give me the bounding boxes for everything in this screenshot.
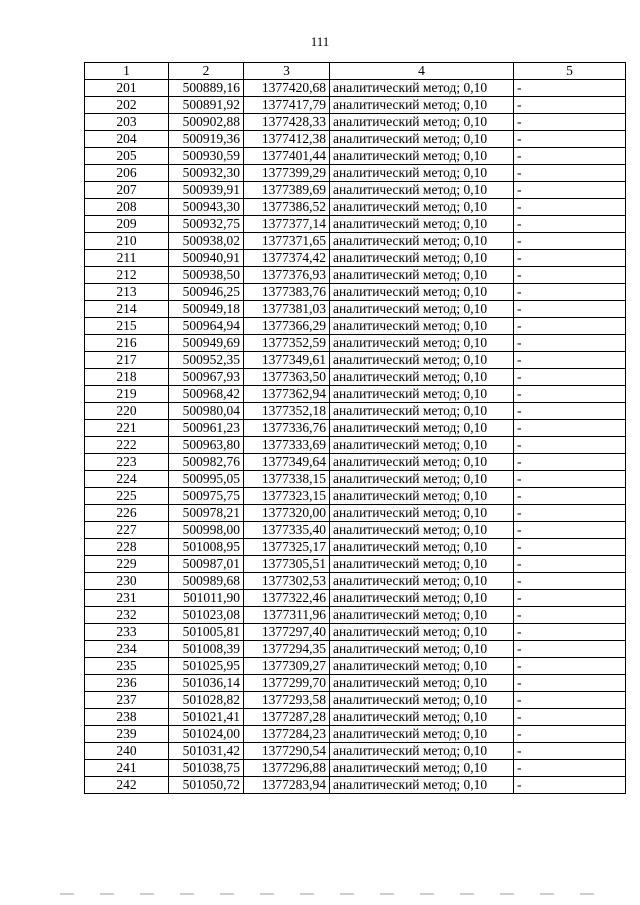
method-accuracy-cell: аналитический метод; 0,10 xyxy=(330,318,514,335)
method-accuracy-cell: аналитический метод; 0,10 xyxy=(330,97,514,114)
table-row xyxy=(85,454,626,471)
method-accuracy-cell: аналитический метод; 0,10 xyxy=(330,539,514,556)
method-accuracy-cell: аналитический метод; 0,10 xyxy=(330,165,514,182)
x-coordinate-cell: 500963,80 xyxy=(169,437,244,454)
description-cell: - xyxy=(514,131,626,148)
description-cell: - xyxy=(514,165,626,182)
method-accuracy-cell: аналитический метод; 0,10 xyxy=(330,607,514,624)
table-row xyxy=(85,692,626,709)
method-accuracy-cell: аналитический метод; 0,10 xyxy=(330,777,514,794)
method-accuracy-cell: аналитический метод; 0,10 xyxy=(330,658,514,675)
x-coordinate-cell: 500891,92 xyxy=(169,97,244,114)
table-row xyxy=(85,420,626,437)
table-row xyxy=(85,573,626,590)
point-number-cell: 241 xyxy=(85,760,169,777)
table-row xyxy=(85,777,626,794)
y-coordinate-cell: 1377352,18 xyxy=(244,403,330,420)
table-row xyxy=(85,556,626,573)
method-accuracy-cell: аналитический метод; 0,10 xyxy=(330,488,514,505)
x-coordinate-cell: 501024,00 xyxy=(169,726,244,743)
method-accuracy-cell: аналитический метод; 0,10 xyxy=(330,556,514,573)
point-number-cell: 210 xyxy=(85,233,169,250)
x-coordinate-cell: 500902,88 xyxy=(169,114,244,131)
table-row xyxy=(85,624,626,641)
description-cell: - xyxy=(514,250,626,267)
table-row xyxy=(85,284,626,301)
x-coordinate-cell: 501008,39 xyxy=(169,641,244,658)
description-cell: - xyxy=(514,97,626,114)
x-coordinate-cell: 500961,23 xyxy=(169,420,244,437)
point-number-cell: 215 xyxy=(85,318,169,335)
y-coordinate-cell: 1377420,68 xyxy=(244,80,330,97)
table-row xyxy=(85,726,626,743)
table-row xyxy=(85,607,626,624)
y-coordinate-cell: 1377376,93 xyxy=(244,267,330,284)
point-number-cell: 231 xyxy=(85,590,169,607)
x-coordinate-cell: 501050,72 xyxy=(169,777,244,794)
y-coordinate-cell: 1377309,27 xyxy=(244,658,330,675)
table-row xyxy=(85,97,626,114)
y-coordinate-cell: 1377294,35 xyxy=(244,641,330,658)
table-body xyxy=(85,80,626,794)
x-coordinate-cell: 500940,91 xyxy=(169,250,244,267)
y-coordinate-cell: 1377325,17 xyxy=(244,539,330,556)
description-cell: - xyxy=(514,556,626,573)
method-accuracy-cell: аналитический метод; 0,10 xyxy=(330,284,514,301)
method-accuracy-cell: аналитический метод; 0,10 xyxy=(330,233,514,250)
y-coordinate-cell: 1377371,65 xyxy=(244,233,330,250)
y-coordinate-cell: 1377352,59 xyxy=(244,335,330,352)
table-row xyxy=(85,488,626,505)
table-row xyxy=(85,658,626,675)
description-cell: - xyxy=(514,624,626,641)
table-row xyxy=(85,216,626,233)
description-cell: - xyxy=(514,709,626,726)
y-coordinate-cell: 1377401,44 xyxy=(244,148,330,165)
table-row xyxy=(85,233,626,250)
method-accuracy-cell: аналитический метод; 0,10 xyxy=(330,624,514,641)
x-coordinate-cell: 501021,41 xyxy=(169,709,244,726)
description-cell: - xyxy=(514,675,626,692)
table-row xyxy=(85,403,626,420)
method-accuracy-cell: аналитический метод; 0,10 xyxy=(330,131,514,148)
method-accuracy-cell: аналитический метод; 0,10 xyxy=(330,522,514,539)
y-coordinate-cell: 1377284,23 xyxy=(244,726,330,743)
table-row xyxy=(85,471,626,488)
x-coordinate-cell: 500939,91 xyxy=(169,182,244,199)
table-row xyxy=(85,505,626,522)
x-coordinate-cell: 500932,75 xyxy=(169,216,244,233)
x-coordinate-cell: 500964,94 xyxy=(169,318,244,335)
y-coordinate-cell: 1377377,14 xyxy=(244,216,330,233)
method-accuracy-cell: аналитический метод; 0,10 xyxy=(330,437,514,454)
x-coordinate-cell: 500995,05 xyxy=(169,471,244,488)
description-cell: - xyxy=(514,199,626,216)
table-row xyxy=(85,386,626,403)
description-cell: - xyxy=(514,505,626,522)
y-coordinate-cell: 1377290,54 xyxy=(244,743,330,760)
y-coordinate-cell: 1377389,69 xyxy=(244,182,330,199)
table-row xyxy=(85,182,626,199)
description-cell: - xyxy=(514,284,626,301)
point-number-cell: 234 xyxy=(85,641,169,658)
point-number-cell: 208 xyxy=(85,199,169,216)
description-cell: - xyxy=(514,590,626,607)
method-accuracy-cell: аналитический метод; 0,10 xyxy=(330,301,514,318)
x-coordinate-cell: 501031,42 xyxy=(169,743,244,760)
description-cell: - xyxy=(514,573,626,590)
table-row xyxy=(85,369,626,386)
description-cell: - xyxy=(514,726,626,743)
table-row xyxy=(85,165,626,182)
description-cell: - xyxy=(514,641,626,658)
method-accuracy-cell: аналитический метод; 0,10 xyxy=(330,709,514,726)
x-coordinate-cell: 500967,93 xyxy=(169,369,244,386)
point-number-cell: 216 xyxy=(85,335,169,352)
y-coordinate-cell: 1377302,53 xyxy=(244,573,330,590)
method-accuracy-cell: аналитический метод; 0,10 xyxy=(330,760,514,777)
x-coordinate-cell: 500930,59 xyxy=(169,148,244,165)
method-accuracy-cell: аналитический метод; 0,10 xyxy=(330,148,514,165)
x-coordinate-cell: 500932,30 xyxy=(169,165,244,182)
x-coordinate-cell: 501036,14 xyxy=(169,675,244,692)
point-number-cell: 212 xyxy=(85,267,169,284)
table-row xyxy=(85,114,626,131)
y-coordinate-cell: 1377363,50 xyxy=(244,369,330,386)
header-row xyxy=(85,63,626,80)
table-row xyxy=(85,267,626,284)
column-header-3: 3 xyxy=(244,63,330,80)
y-coordinate-cell: 1377338,15 xyxy=(244,471,330,488)
point-number-cell: 201 xyxy=(85,80,169,97)
y-coordinate-cell: 1377374,42 xyxy=(244,250,330,267)
column-header-5: 5 xyxy=(514,63,626,80)
description-cell: - xyxy=(514,114,626,131)
x-coordinate-cell: 500943,30 xyxy=(169,199,244,216)
method-accuracy-cell: аналитический метод; 0,10 xyxy=(330,369,514,386)
y-coordinate-cell: 1377417,79 xyxy=(244,97,330,114)
point-number-cell: 202 xyxy=(85,97,169,114)
x-coordinate-cell: 500949,69 xyxy=(169,335,244,352)
point-number-cell: 219 xyxy=(85,386,169,403)
description-cell: - xyxy=(514,454,626,471)
point-number-cell: 203 xyxy=(85,114,169,131)
x-coordinate-cell: 500978,21 xyxy=(169,505,244,522)
table-row xyxy=(85,437,626,454)
description-cell: - xyxy=(514,318,626,335)
method-accuracy-cell: аналитический метод; 0,10 xyxy=(330,335,514,352)
description-cell: - xyxy=(514,658,626,675)
point-number-cell: 226 xyxy=(85,505,169,522)
point-number-cell: 211 xyxy=(85,250,169,267)
point-number-cell: 228 xyxy=(85,539,169,556)
method-accuracy-cell: аналитический метод; 0,10 xyxy=(330,573,514,590)
method-accuracy-cell: аналитический метод; 0,10 xyxy=(330,352,514,369)
column-header-1: 1 xyxy=(85,63,169,80)
y-coordinate-cell: 1377335,40 xyxy=(244,522,330,539)
coordinates-table xyxy=(84,62,626,794)
y-coordinate-cell: 1377412,38 xyxy=(244,131,330,148)
page-number: 111 xyxy=(310,34,330,49)
column-header-4: 4 xyxy=(330,63,514,80)
x-coordinate-cell: 500987,01 xyxy=(169,556,244,573)
point-number-cell: 217 xyxy=(85,352,169,369)
point-number-cell: 237 xyxy=(85,692,169,709)
point-number-cell: 206 xyxy=(85,165,169,182)
y-coordinate-cell: 1377386,52 xyxy=(244,199,330,216)
y-coordinate-cell: 1377287,28 xyxy=(244,709,330,726)
method-accuracy-cell: аналитический метод; 0,10 xyxy=(330,114,514,131)
description-cell: - xyxy=(514,386,626,403)
point-number-cell: 240 xyxy=(85,743,169,760)
method-accuracy-cell: аналитический метод; 0,10 xyxy=(330,403,514,420)
table-row xyxy=(85,148,626,165)
method-accuracy-cell: аналитический метод; 0,10 xyxy=(330,386,514,403)
point-number-cell: 207 xyxy=(85,182,169,199)
table-row xyxy=(85,641,626,658)
description-cell: - xyxy=(514,369,626,386)
point-number-cell: 224 xyxy=(85,471,169,488)
description-cell: - xyxy=(514,522,626,539)
y-coordinate-cell: 1377333,69 xyxy=(244,437,330,454)
y-coordinate-cell: 1377299,70 xyxy=(244,675,330,692)
method-accuracy-cell: аналитический метод; 0,10 xyxy=(330,505,514,522)
description-cell: - xyxy=(514,692,626,709)
description-cell: - xyxy=(514,267,626,284)
method-accuracy-cell: аналитический метод; 0,10 xyxy=(330,420,514,437)
x-coordinate-cell: 501023,08 xyxy=(169,607,244,624)
point-number-cell: 205 xyxy=(85,148,169,165)
point-number-cell: 221 xyxy=(85,420,169,437)
y-coordinate-cell: 1377305,51 xyxy=(244,556,330,573)
point-number-cell: 225 xyxy=(85,488,169,505)
x-coordinate-cell: 501008,95 xyxy=(169,539,244,556)
y-coordinate-cell: 1377297,40 xyxy=(244,624,330,641)
x-coordinate-cell: 500889,16 xyxy=(169,80,244,97)
point-number-cell: 213 xyxy=(85,284,169,301)
description-cell: - xyxy=(514,216,626,233)
point-number-cell: 236 xyxy=(85,675,169,692)
point-number-cell: 223 xyxy=(85,454,169,471)
description-cell: - xyxy=(514,471,626,488)
method-accuracy-cell: аналитический метод; 0,10 xyxy=(330,743,514,760)
point-number-cell: 230 xyxy=(85,573,169,590)
description-cell: - xyxy=(514,301,626,318)
column-header-2: 2 xyxy=(169,63,244,80)
x-coordinate-cell: 501038,75 xyxy=(169,760,244,777)
method-accuracy-cell: аналитический метод; 0,10 xyxy=(330,216,514,233)
x-coordinate-cell: 500919,36 xyxy=(169,131,244,148)
method-accuracy-cell: аналитический метод; 0,10 xyxy=(330,80,514,97)
point-number-cell: 227 xyxy=(85,522,169,539)
table-row xyxy=(85,199,626,216)
x-coordinate-cell: 500980,04 xyxy=(169,403,244,420)
description-cell: - xyxy=(514,488,626,505)
table-row xyxy=(85,590,626,607)
x-coordinate-cell: 500949,18 xyxy=(169,301,244,318)
point-number-cell: 233 xyxy=(85,624,169,641)
method-accuracy-cell: аналитический метод; 0,10 xyxy=(330,182,514,199)
x-coordinate-cell: 500952,35 xyxy=(169,352,244,369)
y-coordinate-cell: 1377283,94 xyxy=(244,777,330,794)
description-cell: - xyxy=(514,760,626,777)
description-cell: - xyxy=(514,80,626,97)
y-coordinate-cell: 1377320,00 xyxy=(244,505,330,522)
point-number-cell: 238 xyxy=(85,709,169,726)
method-accuracy-cell: аналитический метод; 0,10 xyxy=(330,641,514,658)
method-accuracy-cell: аналитический метод; 0,10 xyxy=(330,267,514,284)
table-row xyxy=(85,318,626,335)
table-row xyxy=(85,709,626,726)
point-number-cell: 235 xyxy=(85,658,169,675)
description-cell: - xyxy=(514,777,626,794)
y-coordinate-cell: 1377362,94 xyxy=(244,386,330,403)
y-coordinate-cell: 1377349,64 xyxy=(244,454,330,471)
description-cell: - xyxy=(514,182,626,199)
table-row xyxy=(85,675,626,692)
description-cell: - xyxy=(514,352,626,369)
description-cell: - xyxy=(514,437,626,454)
y-coordinate-cell: 1377296,88 xyxy=(244,760,330,777)
method-accuracy-cell: аналитический метод; 0,10 xyxy=(330,250,514,267)
x-coordinate-cell: 500998,00 xyxy=(169,522,244,539)
y-coordinate-cell: 1377322,46 xyxy=(244,590,330,607)
method-accuracy-cell: аналитический метод; 0,10 xyxy=(330,199,514,216)
table-row xyxy=(85,80,626,97)
method-accuracy-cell: аналитический метод; 0,10 xyxy=(330,590,514,607)
table-row xyxy=(85,352,626,369)
scan-artifact xyxy=(60,893,600,895)
method-accuracy-cell: аналитический метод; 0,10 xyxy=(330,726,514,743)
point-number-cell: 242 xyxy=(85,777,169,794)
y-coordinate-cell: 1377399,29 xyxy=(244,165,330,182)
description-cell: - xyxy=(514,335,626,352)
x-coordinate-cell: 500946,25 xyxy=(169,284,244,301)
table-row xyxy=(85,335,626,352)
x-coordinate-cell: 500982,76 xyxy=(169,454,244,471)
y-coordinate-cell: 1377336,76 xyxy=(244,420,330,437)
description-cell: - xyxy=(514,743,626,760)
y-coordinate-cell: 1377323,15 xyxy=(244,488,330,505)
y-coordinate-cell: 1377428,33 xyxy=(244,114,330,131)
method-accuracy-cell: аналитический метод; 0,10 xyxy=(330,675,514,692)
table-header xyxy=(85,63,626,80)
y-coordinate-cell: 1377366,29 xyxy=(244,318,330,335)
description-cell: - xyxy=(514,148,626,165)
x-coordinate-cell: 501028,82 xyxy=(169,692,244,709)
x-coordinate-cell: 501011,90 xyxy=(169,590,244,607)
point-number-cell: 232 xyxy=(85,607,169,624)
table-row xyxy=(85,131,626,148)
x-coordinate-cell: 501005,81 xyxy=(169,624,244,641)
description-cell: - xyxy=(514,420,626,437)
y-coordinate-cell: 1377349,61 xyxy=(244,352,330,369)
table-row xyxy=(85,250,626,267)
table-row xyxy=(85,760,626,777)
y-coordinate-cell: 1377381,03 xyxy=(244,301,330,318)
x-coordinate-cell: 501025,95 xyxy=(169,658,244,675)
x-coordinate-cell: 500989,68 xyxy=(169,573,244,590)
description-cell: - xyxy=(514,233,626,250)
point-number-cell: 239 xyxy=(85,726,169,743)
method-accuracy-cell: аналитический метод; 0,10 xyxy=(330,454,514,471)
method-accuracy-cell: аналитический метод; 0,10 xyxy=(330,692,514,709)
point-number-cell: 229 xyxy=(85,556,169,573)
table-row xyxy=(85,522,626,539)
x-coordinate-cell: 500938,02 xyxy=(169,233,244,250)
point-number-cell: 218 xyxy=(85,369,169,386)
point-number-cell: 209 xyxy=(85,216,169,233)
table-row xyxy=(85,301,626,318)
method-accuracy-cell: аналитический метод; 0,10 xyxy=(330,471,514,488)
point-number-cell: 214 xyxy=(85,301,169,318)
description-cell: - xyxy=(514,607,626,624)
x-coordinate-cell: 500975,75 xyxy=(169,488,244,505)
y-coordinate-cell: 1377293,58 xyxy=(244,692,330,709)
y-coordinate-cell: 1377311,96 xyxy=(244,607,330,624)
description-cell: - xyxy=(514,539,626,556)
table-row xyxy=(85,539,626,556)
point-number-cell: 222 xyxy=(85,437,169,454)
y-coordinate-cell: 1377383,76 xyxy=(244,284,330,301)
x-coordinate-cell: 500968,42 xyxy=(169,386,244,403)
x-coordinate-cell: 500938,50 xyxy=(169,267,244,284)
table-row xyxy=(85,743,626,760)
description-cell: - xyxy=(514,403,626,420)
point-number-cell: 220 xyxy=(85,403,169,420)
point-number-cell: 204 xyxy=(85,131,169,148)
